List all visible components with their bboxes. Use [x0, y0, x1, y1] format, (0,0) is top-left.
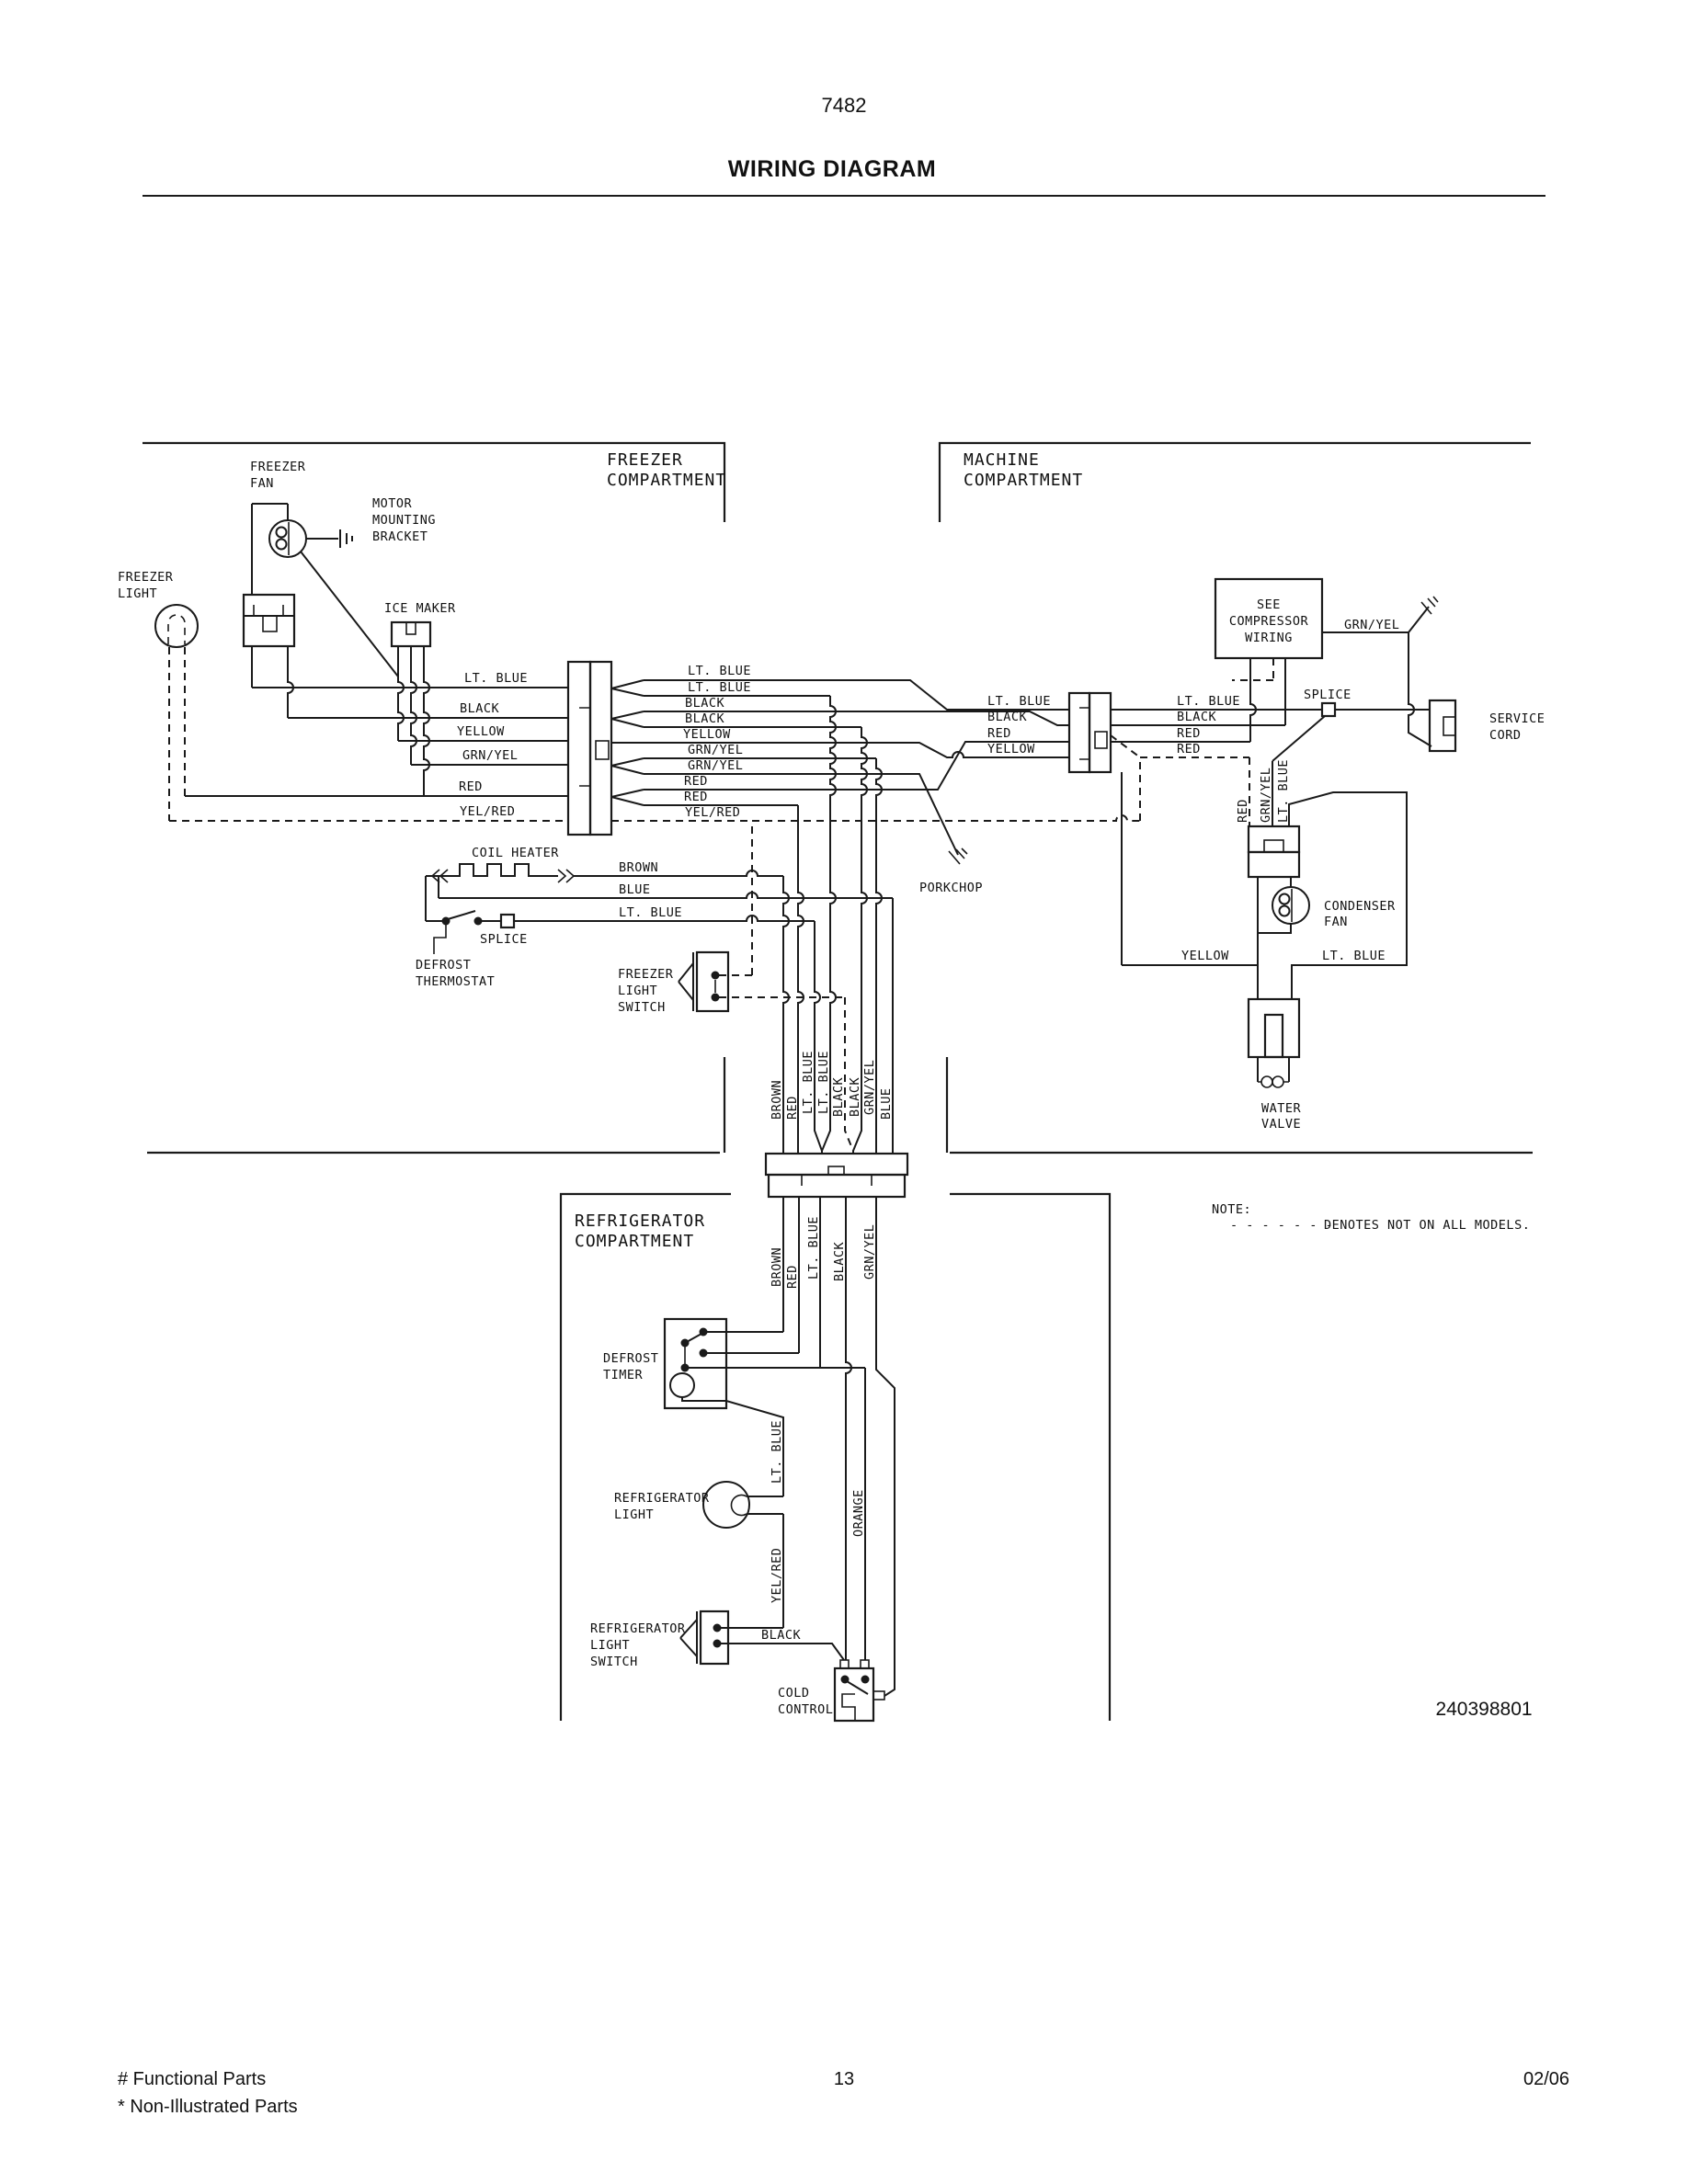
defrost-timer [603, 1319, 866, 1660]
svg-text:COMPRESSOR: COMPRESSOR [1228, 614, 1309, 629]
refrigerator-compartment-label: REFRIGERATOR [575, 1211, 706, 1231]
wire-label: GRN/YEL [862, 1059, 877, 1115]
freezer-fan [244, 460, 436, 718]
svg-text:SWITCH: SWITCH [618, 1000, 666, 1015]
part-number: 240398801 [1435, 1699, 1533, 1720]
motor-mounting-bracket-label: MOTOR [372, 496, 413, 511]
wire-label: LT. BLUE [688, 664, 752, 678]
wire-label: YEL/RED [770, 1547, 784, 1603]
svg-text:LIGHT: LIGHT [590, 1638, 631, 1653]
service-cord-label: SERVICE [1489, 711, 1545, 726]
svg-text:LIGHT: LIGHT [618, 984, 658, 998]
machine-harness-connector [987, 693, 1240, 772]
wire-label: BROWN [770, 1246, 784, 1287]
svg-text:MOUNTING: MOUNTING [372, 513, 437, 528]
svg-text:THERMOSTAT: THERMOSTAT [416, 974, 496, 989]
machine-wiring [1111, 710, 1430, 965]
wire-label: BLACK [848, 1076, 862, 1117]
svg-text:VALVE: VALVE [1261, 1117, 1302, 1132]
svg-text:BRACKET: BRACKET [372, 529, 428, 544]
defrost-thermostat-label: DEFROST [416, 958, 472, 973]
wire-label: BLUE [619, 882, 651, 897]
wire-label: LT. BLUE [770, 1419, 784, 1484]
motor-mounting-bracket-icon [340, 529, 352, 548]
refrigerator-light-switch-label: REFRIGERATOR [590, 1621, 686, 1636]
wire-label: BROWN [770, 1079, 784, 1120]
compressor [1215, 579, 1438, 746]
wire-label: GRN/YEL [462, 748, 519, 763]
freezer-light-label: FREEZER [118, 570, 174, 585]
svg-text:TIMER: TIMER [603, 1368, 644, 1382]
wire-label: LT. BLUE [619, 905, 683, 920]
wire-label: BLACK [1177, 710, 1217, 724]
svg-text:LIGHT: LIGHT [118, 586, 158, 601]
wire-label: BLACK [460, 701, 500, 716]
svg-text:COMPARTMENT: COMPARTMENT [964, 471, 1084, 490]
refrigerator-bundle [770, 1197, 895, 1696]
wire-label: BLACK [987, 710, 1028, 724]
wire-label: RED [987, 726, 1011, 741]
wire-label: LT. BLUE [987, 694, 1052, 709]
wire-label: RED [785, 1096, 800, 1120]
splice-label: SPLICE [480, 932, 528, 947]
freezer-harness-wires [169, 671, 568, 821]
svg-text:SWITCH: SWITCH [590, 1655, 638, 1669]
condenser-fan-label: CONDENSER [1324, 899, 1396, 914]
vertical-wire-bundle [770, 696, 894, 1154]
page-model-number: 7482 [821, 94, 867, 117]
wire-label: YELLOW [1181, 949, 1229, 963]
refrigerator-light [614, 1420, 784, 1628]
wire-label: GRN/YEL [1344, 618, 1400, 632]
wire-label: BLACK [831, 1076, 846, 1117]
refrigerator-light-label: REFRIGERATOR [614, 1491, 710, 1506]
cold-control-label: COLD [778, 1686, 810, 1701]
passthrough-connector [766, 1154, 907, 1197]
machine-compartment-label: MACHINE [964, 450, 1040, 470]
footer-page-number: 13 [833, 2069, 855, 2089]
cold-control [778, 1660, 884, 1721]
wire-label: LT. BLUE [806, 1215, 821, 1280]
svg-text:FAN: FAN [1324, 915, 1348, 929]
wire-label: LT. BLUE [1322, 949, 1386, 963]
wire-label: RED [459, 779, 483, 794]
coil-heater [426, 846, 893, 921]
wire-label: BLACK [685, 696, 725, 711]
svg-text:COMPARTMENT: COMPARTMENT [607, 471, 727, 490]
wire-label: YELLOW [683, 727, 731, 742]
page-title: WIRING DIAGRAM [727, 156, 937, 182]
refrigerator-light-switch [590, 1611, 844, 1669]
svg-text:COMPARTMENT: COMPARTMENT [575, 1232, 695, 1251]
wire-label: GRN/YEL [1259, 767, 1273, 823]
page-footer [118, 2069, 1569, 2117]
coil-heater-label: COIL HEATER [472, 846, 559, 860]
service-cord [1430, 700, 1545, 751]
wire-label: LT. BLUE [688, 680, 752, 695]
wire-label: ORANGE [851, 1489, 866, 1537]
ice-maker-label: ICE MAKER [384, 601, 456, 616]
wire-label: YELLOW [987, 742, 1035, 756]
defrost-thermostat [416, 911, 495, 989]
note-dash-sample: - - - - - - - [1230, 1218, 1334, 1233]
footer-non-illustrated-parts: * Non-Illustrated Parts [118, 2097, 298, 2117]
wire-label: RED [1177, 726, 1201, 741]
svg-text:CONTROL: CONTROL [778, 1702, 834, 1717]
porkchop-label: PORKCHOP [919, 881, 984, 895]
footer-functional-parts: # Functional Parts [118, 2069, 267, 2089]
wire-label: LT. BLUE [816, 1050, 831, 1114]
wire-label: LT. BLUE [464, 671, 529, 686]
note-text: DENOTES NOT ON ALL MODELS. [1324, 1218, 1531, 1233]
freezer-light-switch-label: FREEZER [618, 967, 674, 982]
wire-label: RED [684, 790, 708, 804]
porkchop-ground [919, 848, 983, 895]
compartment-labels [575, 450, 1083, 1251]
svg-text:WIRING: WIRING [1245, 631, 1293, 645]
see-compressor-wiring-label: SEE [1257, 597, 1281, 612]
wire-label: YEL/RED [460, 804, 516, 819]
wire-label: GRN/YEL [688, 743, 744, 757]
wire-label: BLACK [685, 711, 725, 726]
wire-label: GRN/YEL [688, 758, 744, 773]
note [1212, 1202, 1530, 1233]
wire-label: BROWN [619, 860, 659, 875]
water-valve-label: WATER [1261, 1101, 1302, 1116]
wire-label: RED [1177, 742, 1201, 756]
wire-label: BLACK [761, 1628, 802, 1643]
wire-label: LT. BLUE [1177, 694, 1241, 709]
wire-label: GRN/YEL [862, 1223, 877, 1280]
water-valve [1249, 999, 1302, 1132]
wire-label: YEL/RED [685, 805, 741, 820]
freezer-light [118, 570, 198, 821]
ground-icon [949, 848, 967, 864]
note-label: NOTE: [1212, 1202, 1252, 1217]
wire-label: YELLOW [457, 724, 505, 739]
wire-label: BLACK [832, 1241, 847, 1281]
svg-text:LIGHT: LIGHT [614, 1507, 655, 1522]
wire-label: LT. BLUE [801, 1050, 815, 1114]
svg-text:FAN: FAN [250, 476, 274, 491]
wire-label: BLUE [879, 1087, 894, 1120]
freezer-fan-label: FREEZER [250, 460, 306, 474]
wire-label: RED [1236, 799, 1250, 823]
splice-label: SPLICE [1304, 688, 1352, 702]
footer-date: 02/06 [1523, 2069, 1570, 2089]
condenser-fan [1181, 759, 1407, 999]
ice-maker [384, 601, 456, 796]
wire-label: RED [684, 774, 708, 789]
wire-label: LT. BLUE [1276, 758, 1291, 823]
svg-text:CORD: CORD [1489, 728, 1522, 743]
freezer-harness-connector [568, 662, 611, 835]
wire-label: RED [785, 1265, 800, 1289]
defrost-timer-label: DEFROST [603, 1351, 659, 1366]
freezer-compartment-label: FREEZER [607, 450, 683, 470]
